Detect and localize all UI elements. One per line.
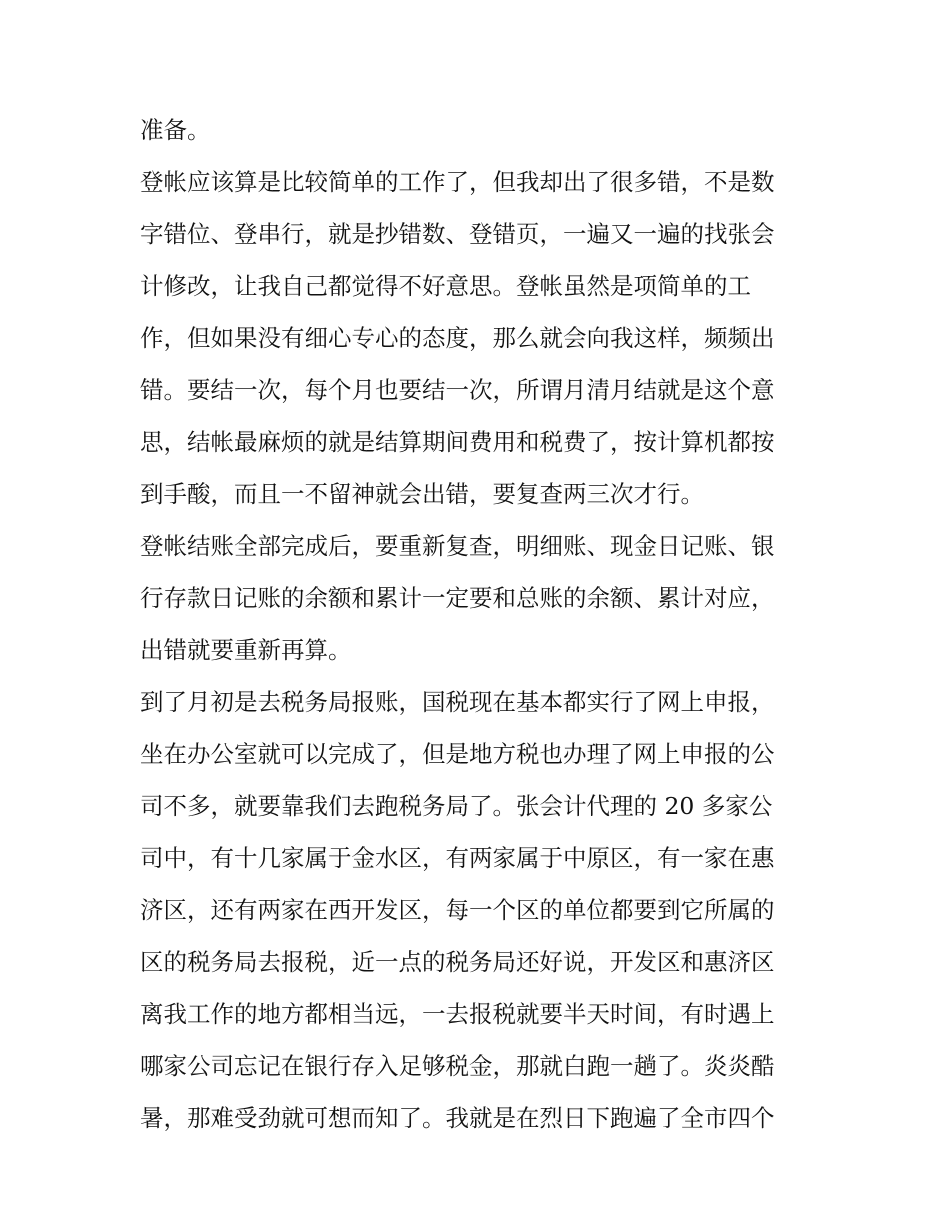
text-line: 登帐应该算是比较简单的工作了，但我却出了很多错，不是数 [140,168,775,196]
text-line: 区的税务局去报税，近一点的税务局还好说，开发区和惠济区 [140,948,775,976]
text-line: 司不多，就要靠我们去跑税务局了。张会计代理的 20 多家公 [140,792,773,820]
text-line: 到了月初是去税务局报账，国税现在基本都实行了网上申报， [140,688,775,716]
text-line: 计修改，让我自己都觉得不好意思。登帐虽然是项简单的工 [140,272,751,300]
text-line: 字错位、登串行，就是抄错数、登错页，一遍又一遍的找张会 [140,220,775,248]
text-line: 思，结帐最麻烦的就是结算期间费用和税费了，按计算机都按 [140,428,775,456]
text-line: 司中，有十几家属于金水区，有两家属于中原区，有一家在惠 [140,844,775,872]
text-line: 哪家公司忘记在银行存入足够税金，那就白跑一趟了。炎炎酷 [140,1052,775,1080]
text-line: 准备。 [140,116,211,144]
text-line: 行存款日记账的余额和累计一定要和总账的余额、累计对应， [140,584,775,612]
text-line: 坐在办公室就可以完成了，但是地方税也办理了网上申报的公 [140,740,775,768]
text-line: 离我工作的地方都相当远，一去报税就要半天时间，有时遇上 [140,1000,775,1028]
text-line: 登帐结账全部完成后，要重新复查，明细账、现金日记账、银 [140,532,775,560]
text-line: 济区，还有两家在西开发区，每一个区的单位都要到它所属的 [140,896,775,924]
text-line: 暑，那难受劲就可想而知了。我就是在烈日下跑遍了全市四个 [140,1104,775,1132]
text-line: 出错就要重新再算。 [140,636,352,664]
text-line: 错。要结一次，每个月也要结一次，所谓月清月结就是这个意 [140,376,775,404]
text-line: 作，但如果没有细心专心的态度，那么就会向我这样，频频出 [140,324,775,352]
body-text [140,107,820,1147]
text-line: 到手酸，而且一不留神就会出错，要复查两三次才行。 [140,480,704,508]
